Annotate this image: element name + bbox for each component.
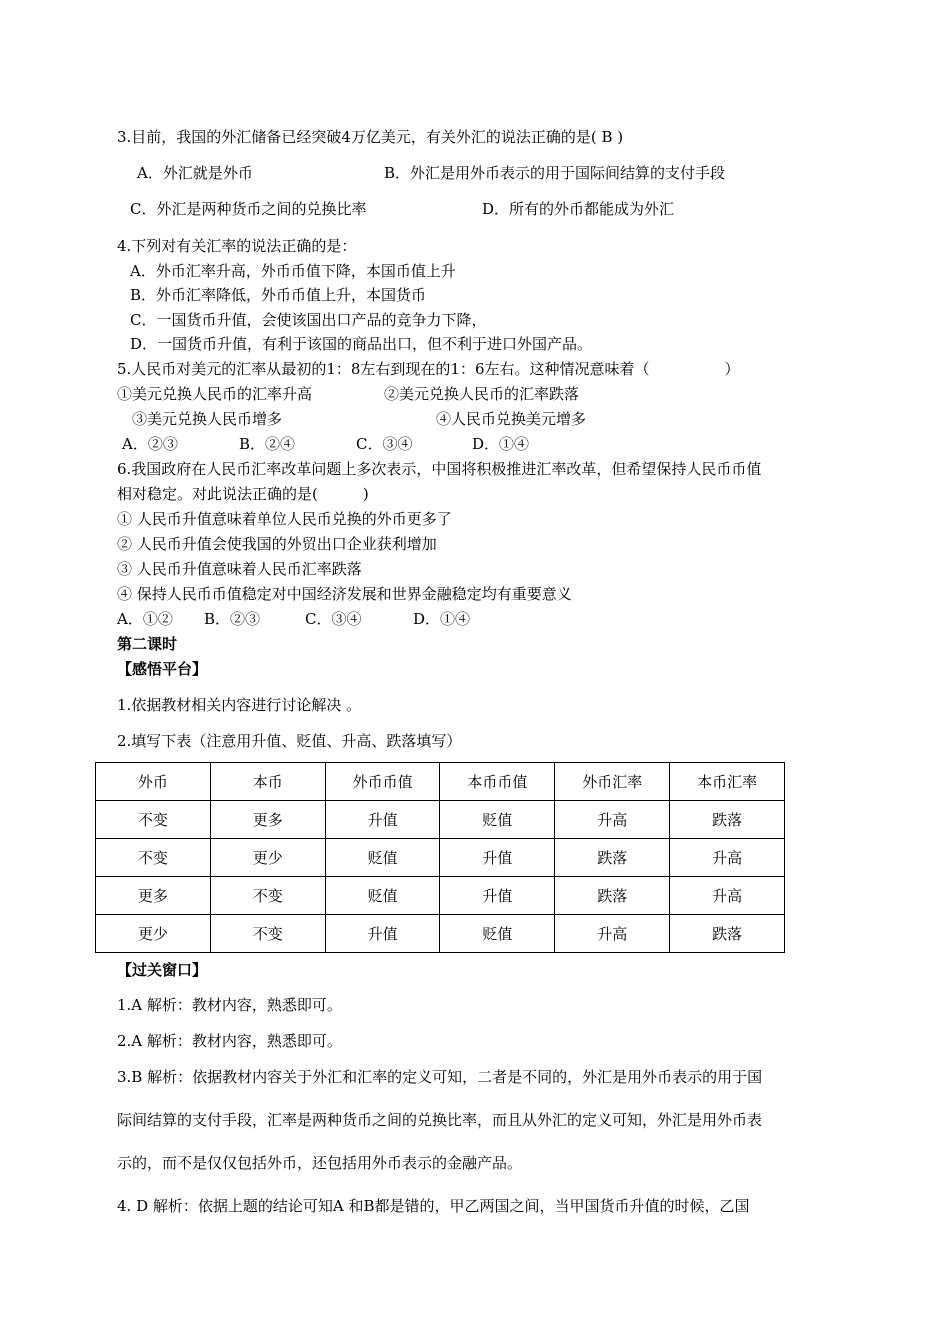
table-header-cell: 外币币值 xyxy=(325,763,440,801)
table-header-cell: 本币 xyxy=(210,763,325,801)
q4-option-d: D．一国货币升值，有利于该国的商品出口，但不利于进口外国产品。 xyxy=(130,335,593,353)
q5-option-a: A．②③ xyxy=(122,435,178,453)
checkpoint-heading: 【过关窗口】 xyxy=(117,961,208,979)
q5-option-d: D．①④ xyxy=(472,435,530,453)
table-row xyxy=(96,877,785,915)
q4-option-a: A．外币汇率升高，外币币值下降，本国币值上升 xyxy=(130,262,456,280)
table-cell: 升值 xyxy=(440,839,555,877)
q6-item-4: ④ 保持人民币币值稳定对中国经济发展和世界金融稳定均有重要意义 xyxy=(117,585,572,603)
table-cell: 更少 xyxy=(96,915,211,953)
table-cell: 不变 xyxy=(96,839,211,877)
table-cell: 升值 xyxy=(325,915,440,953)
table-cell: 贬值 xyxy=(325,839,440,877)
q5-item-3: ③美元兑换人民币增多 xyxy=(132,410,283,428)
table-cell: 升高 xyxy=(555,801,670,839)
table-cell: 升高 xyxy=(670,877,785,915)
q5-option-c: C．③④ xyxy=(356,435,413,453)
table-cell: 升值 xyxy=(325,801,440,839)
table-header-cell: 本币币值 xyxy=(440,763,555,801)
q3-option-b: B．外汇是用外币表示的用于国际间结算的支付手段 xyxy=(384,164,726,182)
table-cell: 贬值 xyxy=(325,877,440,915)
answer-3-line-1: 3.B 解析：依据教材内容关于外汇和汇率的定义可知，二者是不同的，外汇是用外币表示的用于国 xyxy=(117,1068,763,1086)
table-cell: 更多 xyxy=(96,877,211,915)
table-row xyxy=(96,915,785,953)
q5-option-b: B．②④ xyxy=(239,435,296,453)
q5-stem: 5.人民币对美元的汇率从最初的1：8左右到现在的1：6左右。这种情况意味着（ ） xyxy=(117,360,740,378)
answer-2: 2.A 解析：教材内容，熟悉即可。 xyxy=(117,1032,342,1050)
platform-item-2: 2.填写下表（注意用升值、贬值、升高、跌落填写） xyxy=(117,732,462,750)
platform-item-1: 1.依据教材相关内容进行讨论解决 。 xyxy=(117,696,362,714)
exchange-rate-table xyxy=(95,762,785,953)
q5-item-1: ①美元兑换人民币的汇率升高 xyxy=(117,385,313,403)
table-row xyxy=(96,801,785,839)
answer-1: 1.A 解析：教材内容，熟悉即可。 xyxy=(117,996,342,1014)
table-cell: 升高 xyxy=(670,839,785,877)
q6-stem-line-1: 6.我国政府在人民币汇率改革问题上多次表示，中国将积极推进汇率改革，但希望保持人民币币值 xyxy=(117,460,762,478)
q3-option-d: D．所有的外币都能成为外汇 xyxy=(482,200,675,218)
q6-option-b: B．②③ xyxy=(204,610,261,628)
q5-item-2: ②美元兑换人民币的汇率跌落 xyxy=(384,385,580,403)
table-cell: 贬值 xyxy=(440,915,555,953)
table-cell: 更少 xyxy=(210,839,325,877)
answer-4: 4. D 解析：依据上题的结论可知A 和B都是错的，甲乙两国之间，当甲国货币升值的时候，乙国 xyxy=(117,1197,750,1215)
q6-item-1: ① 人民币升值意味着单位人民币兑换的外币更多了 xyxy=(117,510,452,528)
q4-stem: 4.下列对有关汇率的说法正确的是： xyxy=(117,237,357,255)
q3-option-c: C．外汇是两种货币之间的兑换比率 xyxy=(130,200,367,218)
table-header-cell: 外币汇率 xyxy=(555,763,670,801)
table-cell: 跌落 xyxy=(555,877,670,915)
q4-option-c: C．一国货币升值，会使该国出口产品的竞争力下降， xyxy=(130,311,487,329)
platform-heading: 【感悟平台】 xyxy=(117,660,208,678)
table-cell: 跌落 xyxy=(555,839,670,877)
q3-option-a: A．外汇就是外币 xyxy=(137,164,253,182)
table-cell: 更多 xyxy=(210,801,325,839)
table-header-cell: 外币 xyxy=(96,763,211,801)
table-row xyxy=(96,839,785,877)
q5-item-4: ④人民币兑换美元增多 xyxy=(436,410,587,428)
answer-3-line-3: 示的，而不是仅仅包括外币，还包括用外币表示的金融产品。 xyxy=(117,1154,523,1172)
table-cell: 升高 xyxy=(555,915,670,953)
section-title: 第二课时 xyxy=(117,635,178,653)
table-header-row xyxy=(96,763,785,801)
table-cell: 贬值 xyxy=(440,801,555,839)
q6-item-2: ② 人民币升值会使我国的外贸出口企业获利增加 xyxy=(117,535,437,553)
table-cell: 不变 xyxy=(96,801,211,839)
answer-3-line-2: 际间结算的支付手段，汇率是两种货币之间的兑换比率，而且从外汇的定义可知，外汇是用外币表 xyxy=(117,1111,763,1129)
q3-stem: 3.目前，我国的外汇储备已经突破4万亿美元，有关外汇的说法正确的是( B ) xyxy=(117,128,624,146)
q6-item-3: ③ 人民币升值意味着人民币汇率跌落 xyxy=(117,560,362,578)
table-cell: 不变 xyxy=(210,877,325,915)
table-cell: 升值 xyxy=(440,877,555,915)
table-cell: 跌落 xyxy=(670,915,785,953)
q6-stem-line-2: 相对稳定。对此说法正确的是( ) xyxy=(117,485,369,503)
q6-option-a: A．①② xyxy=(117,610,173,628)
q6-option-c: C．③④ xyxy=(305,610,362,628)
table-cell: 不变 xyxy=(210,915,325,953)
q6-option-d: D．①④ xyxy=(413,610,471,628)
table-header-cell: 本币汇率 xyxy=(670,763,785,801)
table-cell: 跌落 xyxy=(670,801,785,839)
q4-option-b: B．外币汇率降低，外币币值上升，本国货币 xyxy=(130,286,427,304)
